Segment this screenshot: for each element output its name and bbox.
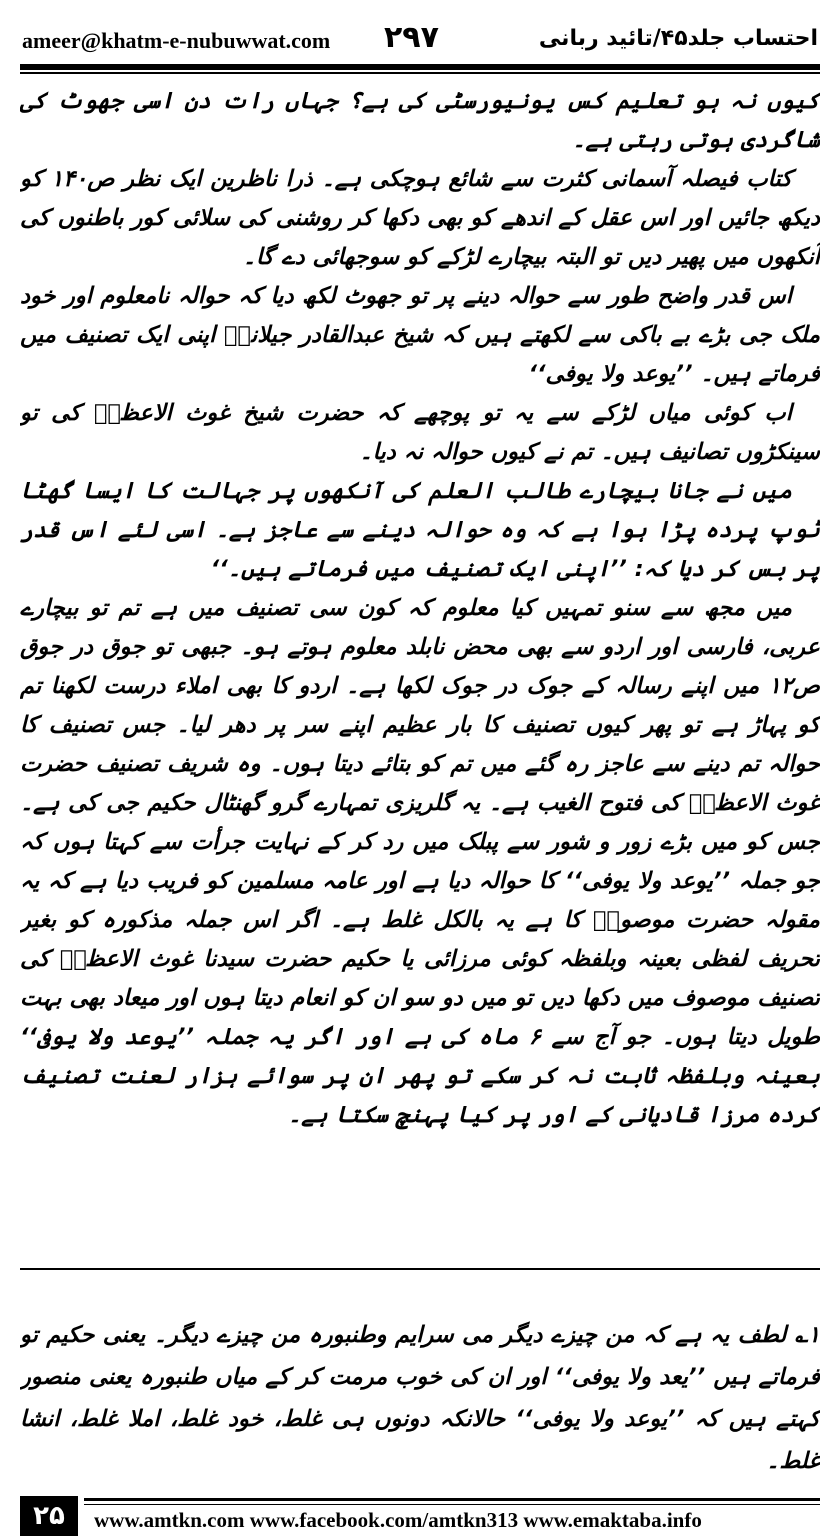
page-footer xyxy=(0,1496,840,1540)
footer-page-number: ۲۵ xyxy=(20,1496,78,1536)
footer-urls: www.amtkn.com www.facebook.com/amtkn313 www.emaktaba.info xyxy=(94,1508,702,1532)
paragraph-2: کتاب فیصلہ آسمانی کثرت سے شائع ہوچکی ہے۔ ذرا ناظرین ایک نظر ص۱۴۰ کو دیکھ جائیں اور اس عقل کے اندھے کو بھی دکھا کر روشنی کی سلائی کور باطنوں کی آنکھوں میں پھیر دیں تو البتہ بیچارے لڑکے کو سوجھائی دے گا۔ xyxy=(20,166,820,270)
paragraph-4: اب کوئی میاں لڑکے سے یہ تو پوچھے کہ حضرت شیخ غوث الاعظمؒ کی تو سینکڑوں تصانیف ہیں۔ تم نے کیوں حوالہ نہ دیا۔ xyxy=(20,400,820,465)
footer-rule-thin xyxy=(84,1504,820,1505)
footnote xyxy=(20,1314,820,1504)
page-header xyxy=(0,0,840,70)
footnote-separator xyxy=(20,1268,820,1270)
header-rule-thin xyxy=(20,72,820,74)
footer-rule-thick xyxy=(84,1498,820,1501)
body-text xyxy=(20,82,820,1267)
paragraph-6: میں مجھ سے سنو تمہیں کیا معلوم کہ کون سی تصنیف میں ہے تم تو بیچارے عربی، فارسی اور اردو سے بھی محض نابلد معلوم ہوتے ہو۔ جبھی تو جوق در جوق ص۱۲ میں اپنے رسالہ کے جوک در جوک لکھا ہے۔ اردو کا بھی املاء درست لکھنا تم کو پہاڑ ہے تو پھر کیوں تصنیف کا بار عظیم اپنے سر پر دھر لیا۔ جس تصنیف کا حوالہ تم دینے سے عاجز رہ گئے میں تم کو بتائے دیتا ہوں۔ وہ شریف تصنیف حضرت غوث الاعظمؒ کی فتوح الغیب ہے۔ یہ گلریزی تمہارے گرو گھنٹال حکیم جی کی ہے۔ جس کو میں بڑے زور و شور سے پبلک میں رد کر کے نہایت جرأت سے کہتا ہوں کہ جو جملہ ’’یوعد ولا یوفی‘‘ کا حوالہ دیا ہے اور عامہ مسلمین کو فریب دیا ہے کہ یہ مقولہ حضرت موصوفؒ کا ہے یہ بالکل غلط ہے۔ اگر اس جملہ مذکورہ کو بغیر تحریف لفظی بعینہ وبلفظہ کوئی مرزائی یا حکیم حضرت سیدنا غوث الاعظمؒ کی تصنیف موصوف میں دکھا دیں تو میں دو سو ان کو انعام دیتا ہوں اور میعاد بھی بہت طویل دیتا ہوں۔ جو آج سے ۶ ماہ کی ہے اور اگر یہ جملہ ’’یوعد ولا یوفی‘‘ بعینہ وبلفظہ ثابت نہ کر سکے تو پھر ان پر سوائے ہزار لعنت تصنیف کردہ مرزا قادیانی کے اور پر کیا پہنچ سکتا ہے۔ xyxy=(20,595,820,1128)
paragraph-1: کیوں نہ ہو تعلیم کس یونیورسٹی کی ہے؟ جہاں رات دن اسی جھوٹ کی شاگردی ہوتی رہتی ہے۔ xyxy=(20,88,820,153)
header-rule-thick xyxy=(20,64,820,70)
paragraph-3: اس قدر واضح طور سے حوالہ دینے پر تو جھوٹ لکھ دیا کہ حوالہ نامعلوم اور خود ملک جی بڑے بے باکی سے لکھتے ہیں کہ شیخ عبدالقادر جیلانیؒ اپنی ایک تصنیف میں فرماتے ہیں۔ ’’یوعد ولا یوفی‘‘ xyxy=(20,283,820,387)
footnote-text: ۱؎ لطف یہ ہے کہ من چیزے دیگر می سرایم وطنبورہ من چیزے دیگر۔ یعنی حکیم تو فرماتے ہیں ’’یعد ولا یوفی‘‘ اور ان کی خوب مرمت کر کے میاں طنبورہ یعنی منصور کہتے ہیں کہ ’’یوعد ولا یوفی‘‘ حالانکہ دونوں ہی غلط، خود غلط، املا غلط، انشا غلط۔ xyxy=(20,1322,820,1474)
header-email: ameer@khatm-e-nubuwwat.com xyxy=(22,28,331,53)
header-page-number: ۲۹۷ xyxy=(384,20,439,55)
running-title: احتساب جلد۴۵/تائید ربانی xyxy=(538,26,818,51)
paragraph-5: میں نے جانا بیچارے طالب العلم کی آنکھوں پر جہالت کا ایسا گھٹا ٹوپ پردہ پڑا ہوا ہے کہ وہ حوالہ دینے سے عاجز ہے۔ اسی لئے اس قدر پر بس کر دیا کہ: ’’اپنی ایک تصنیف میں فرماتے ہیں۔‘‘ xyxy=(20,478,820,582)
